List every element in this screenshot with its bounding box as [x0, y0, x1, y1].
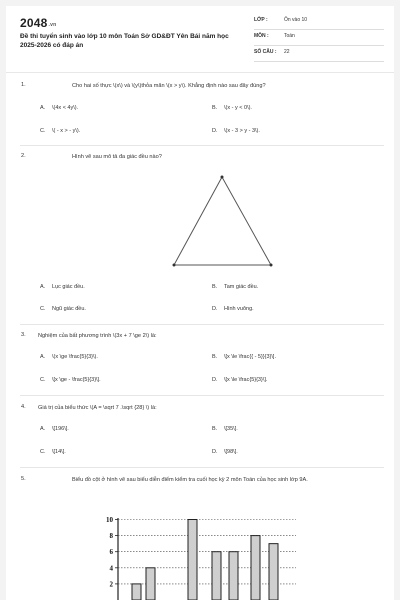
question-number: 4. [21, 404, 26, 410]
option-text: \[14\]. [52, 449, 66, 455]
y-tick-label: 6 [109, 548, 113, 557]
option-text: \[x \le \frac{5}{3}\]. [224, 377, 268, 383]
option-letter: A. [40, 354, 46, 360]
option-letter: D. [212, 449, 218, 455]
bar [212, 552, 221, 600]
option-text: \(x - 3 > y - 3\). [224, 128, 260, 134]
option-letter: D. [212, 377, 218, 383]
question-text: Cho hai số thực \(x\) và \(y\)thỏa mãn \(x > y\). Khẳng định nào sau đây đúng? [72, 83, 266, 89]
option-text: Lục giác đều. [52, 284, 85, 290]
info-value: Toán [284, 33, 295, 39]
question-text: Biểu đồ cột ở hình vẽ sau biểu diễn điểm kiểm tra cuối học kỳ 2 môn Toán của học sinh lớp 9A. [72, 477, 308, 483]
option-text: \(x - y < 0\). [224, 105, 252, 111]
option-3b[interactable] [212, 354, 276, 360]
info-label: MÔN : [254, 33, 269, 39]
site-logo[interactable] [20, 16, 56, 30]
option-text: \[196\]. [52, 426, 69, 432]
vertex-dot [270, 264, 273, 267]
option-letter: B. [212, 105, 218, 111]
option-1b[interactable] [212, 105, 252, 111]
option-2c[interactable] [40, 306, 86, 312]
vertex-dot [221, 176, 224, 179]
bar [132, 584, 141, 600]
bar [229, 552, 238, 600]
question-number: 2. [21, 153, 26, 159]
option-text: \[98\]. [224, 449, 238, 455]
question-divider [20, 395, 384, 396]
option-letter: C. [40, 306, 46, 312]
y-tick-label: 10 [106, 516, 113, 524]
vertex-dot [173, 264, 176, 267]
option-letter: D. [212, 306, 218, 312]
option-1c[interactable] [40, 128, 80, 134]
option-letter: C. [40, 128, 46, 134]
option-letter: A. [40, 284, 46, 290]
question-number: 1. [21, 82, 26, 88]
bar [146, 568, 155, 600]
bar [269, 544, 278, 600]
info-label: SỐ CÂU : [254, 49, 277, 55]
question-divider [20, 145, 384, 146]
logo-suffix: .vn [48, 22, 57, 28]
option-1d[interactable] [212, 128, 260, 134]
option-text: \[35\]. [224, 426, 238, 432]
option-4d[interactable] [212, 449, 238, 455]
option-2a[interactable] [40, 284, 85, 290]
option-3c[interactable] [40, 377, 101, 383]
y-tick-label: 8 [109, 532, 113, 541]
option-2d[interactable] [212, 306, 254, 312]
option-text: Ngũ giác đều. [52, 306, 86, 312]
question-text: Nghiệm của bất phương trình \(3x + 7 \ge 2\) là: [38, 333, 157, 339]
question-number: 3. [21, 332, 26, 338]
logo-text: 2048 [20, 16, 48, 30]
info-row-subject [254, 30, 384, 46]
question-number: 5. [21, 476, 26, 482]
info-row-count [254, 46, 384, 62]
exam-info-table [254, 14, 384, 62]
option-letter: C. [40, 377, 46, 383]
header-divider [6, 72, 394, 73]
option-3a[interactable] [40, 354, 98, 360]
option-letter: D. [212, 128, 218, 134]
bar [251, 536, 260, 600]
y-tick-label: 2 [109, 580, 113, 589]
option-text: \(4x < 4y\). [52, 105, 79, 111]
option-letter: A. [40, 426, 46, 432]
info-label: LỚP : [254, 17, 268, 23]
score-bar-chart [96, 514, 316, 600]
info-row-class [254, 14, 384, 30]
info-value: 22 [284, 49, 290, 55]
option-letter: B. [212, 284, 218, 290]
option-4b[interactable] [212, 426, 238, 432]
option-2b[interactable] [212, 284, 258, 290]
option-letter: C. [40, 449, 46, 455]
option-text: \[x \le \frac{{ - 5}}{3}\]. [224, 354, 276, 360]
option-text: \[x \ge - \frac{5}{3}\]. [52, 377, 101, 383]
info-value: Ôn vào 10 [284, 17, 308, 23]
option-text: Hình vuông. [224, 306, 254, 312]
option-4c[interactable] [40, 449, 66, 455]
equilateral-triangle [174, 177, 271, 265]
question-divider [20, 467, 384, 468]
option-letter: B. [212, 354, 218, 360]
exam-title: Đề thi tuyển sinh vào lớp 10 môn Toán Sở GD&ĐT Yên Bái năm học 2025-2026 có đáp án [20, 33, 229, 50]
option-1a[interactable] [40, 105, 78, 111]
option-text: \( - x > - y\). [52, 128, 81, 134]
triangle-figure [166, 172, 278, 270]
option-3d[interactable] [212, 377, 267, 383]
option-text: \(x \ge \frac{5}{3}\). [52, 354, 98, 360]
question-text: Giá trị của biểu thức \(A = \sqrt 7 .\sqrt {28} \) là: [38, 405, 157, 411]
option-letter: A. [40, 105, 46, 111]
bar [188, 520, 197, 600]
question-divider [20, 324, 384, 325]
question-text: Hình vẽ sau mô tả đa giác đều nào? [72, 154, 162, 160]
option-text: Tam giác đều. [224, 284, 259, 290]
exam-page [6, 6, 394, 600]
exam-header [6, 6, 394, 70]
option-letter: B. [212, 426, 218, 432]
y-tick-label: 4 [109, 564, 113, 573]
option-4a[interactable] [40, 426, 69, 432]
